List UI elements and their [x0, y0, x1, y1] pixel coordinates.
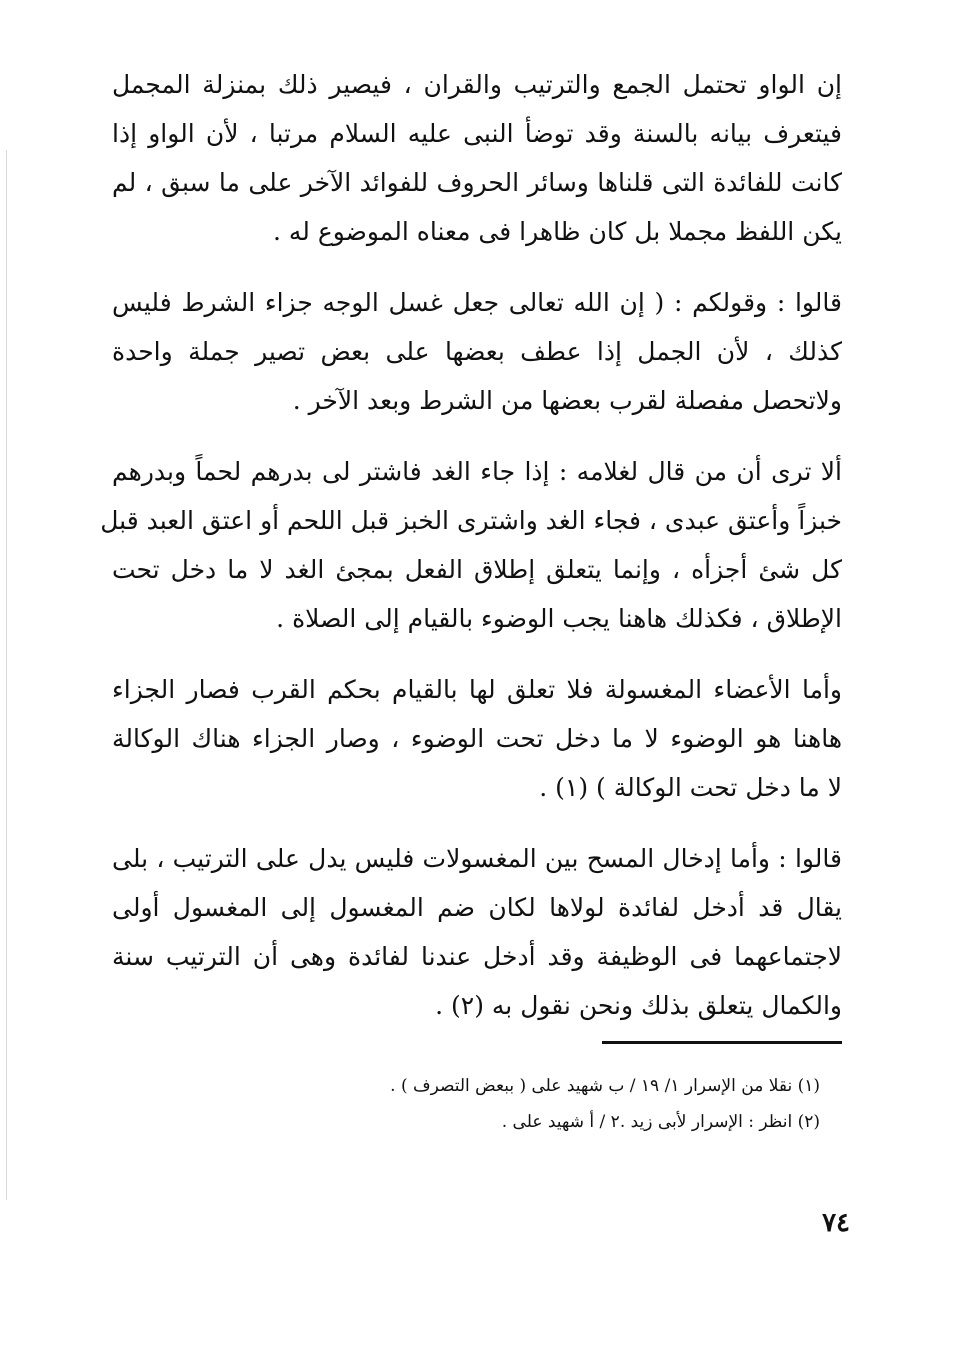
text-line: ألا ترى أن من قال لغلامه : إذا جاء الغد فاشتر لى بدرهم لحماً وبدرهم — [112, 457, 842, 486]
text-line: كانت للفائدة التى قلناها وسائر الحروف للفوائد الآخر على ما سبق ، لم — [112, 168, 842, 197]
text-line: وأما الأعضاء المغسولة فلا تعلق لها بالقيام بحكم القرب فصار الجزاء — [112, 675, 842, 704]
text-line: يقال قد أدخل لفائدة لولاها لكان ضم المغسول إلى المغسول أولى — [112, 893, 842, 922]
footnote-1: (١) نقلا من الإسرار ١/ ١٩ / ب شهيد على ( ببعض التصرف ) . — [390, 1076, 820, 1096]
paragraph-3 — [100, 447, 842, 643]
paragraph-5 — [112, 834, 842, 1030]
scan-margin-line — [6, 150, 7, 1200]
paragraph-1 — [112, 60, 842, 256]
text-line: قالوا : وأما إدخال المسح بين المغسولات فليس يدل على الترتيب ، بلى — [112, 844, 842, 873]
text-line: هاهنا هو الوضوء لا ما دخل تحت الوضوء ، وصار الجزاء هناك الوكالة — [112, 724, 842, 753]
body-text — [100, 60, 842, 1052]
text-line: إن الواو تحتمل الجمع والترتيب والقران ، فيصير ذلك بمنزلة المجمل — [112, 70, 842, 99]
footnote-separator — [602, 1041, 842, 1044]
text-line: فيتعرف بيانه بالسنة وقد توضأ النبى عليه السلام مرتبا ، لأن الواو إذا — [112, 119, 842, 148]
page-number: ٧٤ — [822, 1208, 850, 1238]
footnote-2: (٢) انظر : الإسرار لأبى زيد .٢ / أ شهيد على . — [501, 1112, 820, 1132]
text-line: الإطلاق ، فكذلك هاهنا يجب الوضوء بالقيام إلى الصلاة . — [276, 604, 842, 633]
text-line: لا ما دخل تحت الوكالة ) (١) . — [539, 773, 842, 802]
text-line: والكمال يتعلق بذلك ونحن نقول به (٢) . — [435, 991, 842, 1020]
text-line: خبزاً وأعتق عبدى ، فجاء الغد واشترى الخبز قبل اللحم أو اعتق العبد قبل — [100, 506, 842, 535]
text-line: ولاتحصل مفصلة لقرب بعضها من الشرط وبعد الآخر . — [292, 386, 842, 415]
text-line: لاجتماعهما فى الوظيفة وقد أدخل عندنا لفائدة وهى أن الترتيب سنة — [112, 942, 842, 971]
text-line: كذلك ، لأن الجمل إذا عطف بعضها على بعض تصير جملة واحدة — [112, 337, 842, 366]
paragraph-2 — [112, 278, 842, 425]
text-line: قالوا : وقولكم : ( إن الله تعالى جعل غسل الوجه جزاء الشرط فليس — [112, 288, 842, 317]
footnotes — [300, 1068, 820, 1140]
text-line: يكن اللفظ مجملا بل كان ظاهرا فى معناه الموضوع له . — [272, 217, 842, 246]
paragraph-4 — [112, 665, 842, 812]
text-line: كل شئ أجزأه ، وإنما يتعلق إطلاق الفعل بمجئ الغد لا ما دخل تحت — [112, 555, 842, 584]
